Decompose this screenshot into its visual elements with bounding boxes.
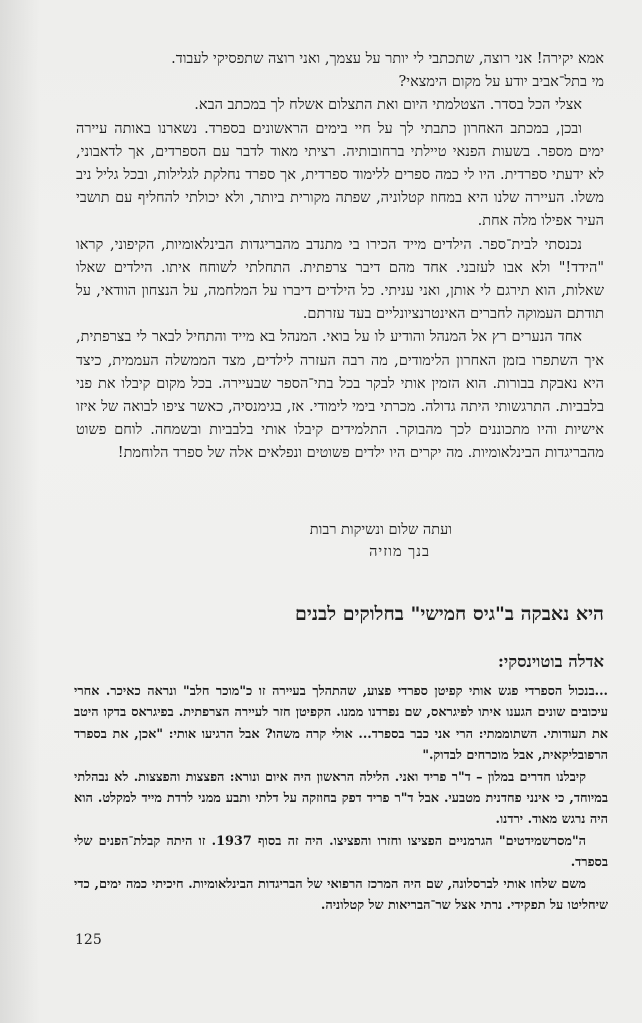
section-heading: היא נאבקה ב"גיס חמישי" בחלוקים לבנים <box>295 603 604 625</box>
letter-text <box>76 48 604 466</box>
testimony-text <box>74 681 608 916</box>
letter-paragraph: מי בתל־אביב יודע על מקום הימצאי? <box>398 74 604 91</box>
testimony-paragraph: משם שלחו אותי לברסלונה, שם היה המרכז הרפואי של הבריגדות הבינלאומיות. חיכיתי כמה ימים, כדי שיחליטו על תפקידי. נרתי אצל שר־הבריאות של קטלוניה. <box>74 876 608 914</box>
letter-paragraph: אמא יקירה! אני רוצה, שתכתבי לי יותר על עצמך, ואני רוצה שתפסיקי לעבוד. <box>171 51 604 67</box>
letter-paragraph: ובכן, במכתב האחרון כתבתי לך על חיי בימים הראשונים בספרד. נשארנו באותה עיירה ימים מספר. בשעות הפנאי טיילתי ברחובותיה. רציתי מאוד לדבר עם הספרדים, אך לדאבוני, לא ידעתי ספרדית. היו לי כמה ספרים ללימוד ספרדית, אך ספרד נחלקת לגלילות, ובכל גליל ניב משלו. העיירה שלנו היא במחוז קטלוניה, שפתה מקורית ביותר, ולא יכולתי להחליף עם תושבי העיר אפילו מלה אחת. <box>76 120 604 230</box>
page-number: 125 <box>75 932 102 948</box>
letter-paragraph: אצלי הכל בסדר. הצטלמתי היום ואת התצלום אשלח לך במכתב הבא. <box>194 97 582 114</box>
page-gutter-shadow <box>0 0 40 1023</box>
letter-closing: ועתה שלום ונשיקות רבות <box>309 522 452 538</box>
letter-signature: בנך מוזיה <box>369 544 430 560</box>
testimony-paragraph: ה"מסרשמידטים" הגרמניים הפציצו וחזרו והפציצו. היה זה בסוף 1937. זו היתה קבלת־הפנים שלי בספרד. <box>74 833 608 871</box>
testimony-paragraph: ...בנכול הספרדי פגש אותי קפיטן ספרדי פצוע, שהתהלך בעיירה זו כ"מוכר חלב" ונראה כאיכר. אחרי עיכובים שונים הגענו איתו לפיגראס, שם נפרדנו ממנו. הקפיטן חזר לעיירה הצרפתית. בפיגראס בדקו היטב את תעודותי. השתוממתי: הרי אני כבר בספרד... אולי קרה משהו? אבל הרגיעו אותי: "אכן, את בספרד הרפובליקאית, אבל מוכרחים לבדוק." <box>74 684 608 764</box>
letter-paragraph: נכנסתי לבית־ספר. הילדים מייד הכירו בי מתנדב מהבריגדות הבינלאומיות, הקיפוני, קראו "הידד!" ולא אבו לעזבני. אחד מהם דיבר צרפתית. התחלתי לשוחח איתו. הילדים שאלו שאלות, הוא תירגם לי אותן, ואני עניתי. כל הילדים דיברו על המלחמה, על הנצחון הוודאי, על תודתם העמוקה לחברים האינטרנציונליים בעד עזרתם. <box>76 236 604 323</box>
letter-paragraph: אחד הנערים רץ אל המנהל והודיע לו על בואי. המנהל בא מייד והתחיל לבאר לי בצרפתית, איך השתפרו בזמן האחרון הלימודים, מה רבה העזרה לילדים, מצד הממשלה העממית, כיצד היא נאבקת בבורות. הוא הזמין אותי לבקר בכל בתי־הספר שבעיירה. בכל מקום קיבלו את פני בלבביות. התרגשותי היתה גדולה. מכרתי בימי לימודי. אז, בגימנסיה, כאשר ציפו לבואה של איזו אישיות והיו מתכוננים לכך מהבוקר. התלמידים קיבלו אותי בלבביות ובשמחה. לוחם פשוט מהבריגדות הבינלאומיות. מה יקרים היו ילדים פשוטים ונפלאים אלה של ספרד הלוחמת! <box>76 329 604 462</box>
speaker-name: אדלה בוטוינסקי: <box>497 652 604 671</box>
testimony-paragraph: קיבלנו חדרים במלון – ד"ר פריד ואני. הלילה הראשון היה איום ונורא: הפצצות והפצצות. לא נבהלתי במיוחד, כי אינני פחדנית מטבעי. אבל ד"ר פריד דפק בחוזקה על דלתי ותבע ממני לרדת מייד למקלט. הוא היה נרגש מאוד. ירדנו. <box>74 769 608 828</box>
